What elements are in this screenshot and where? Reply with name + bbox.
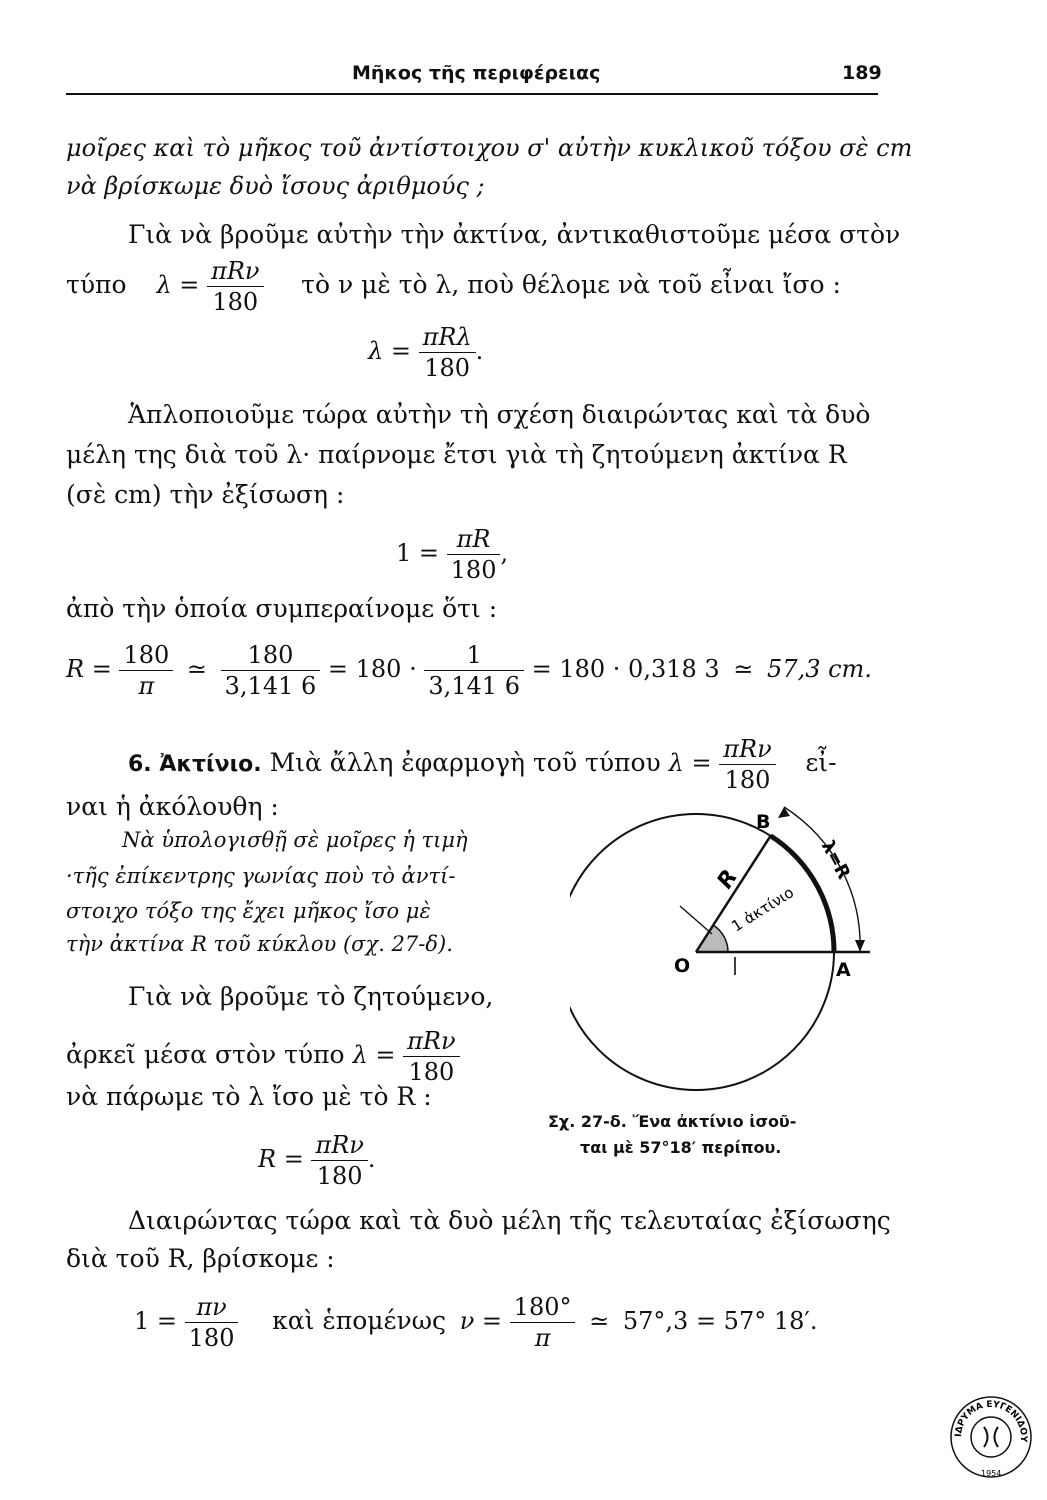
- para3: ἀπὸ τὴν ὁποία συμπεραίνομε ὅτι :: [66, 594, 498, 623]
- problem-line-3: στοιχο τόξο της ἔχει μῆκος ἴσο μὲ: [66, 899, 431, 923]
- eq6-den-2: π: [534, 1324, 551, 1352]
- para4-formula-den: 180: [408, 1058, 455, 1086]
- label-r: R: [712, 865, 743, 894]
- eq4-fraction-1: [119, 640, 173, 701]
- eq3-num: πR: [447, 524, 501, 555]
- problem-line-1: Νὰ ὑπολογισθῇ σὲ μοῖρες ἡ τιμὴ: [122, 828, 468, 852]
- para1-line-1: Γιὰ νὰ βροῦμε αὐτὴν τὴν ἀκτίνα, ἀντικαθιστοῦμε μέσα στὸν: [128, 220, 901, 249]
- eq4-lhs: R =: [66, 655, 112, 683]
- eq4: [66, 640, 872, 701]
- eq6-approx: ≃: [589, 1307, 610, 1335]
- section6-line-2: ναι ἡ ἀκόλουθη :: [66, 792, 279, 821]
- para2-line-3: (σὲ cm) τὴν ἐξίσωση :: [66, 480, 345, 509]
- eq6-num-2: 180°: [510, 1292, 576, 1323]
- section6-formula: [668, 735, 784, 794]
- para4-line-2-text: ἀρκεῖ μέσα στὸν τύπο: [66, 1040, 345, 1069]
- dimension-arc: [784, 807, 860, 952]
- para1-word-typo: τύπο: [66, 270, 127, 299]
- eq4-f1-den: π: [138, 672, 155, 700]
- eq6-fraction-2: [510, 1292, 576, 1353]
- running-header-title: Μῆκος τῆς περιφέρειας: [352, 62, 601, 84]
- para2-line-1: Ἁπλοποιοῦμε τώρα αὐτὴν τὴ σχέση διαιρώντας καὶ τὰ δυὸ: [128, 400, 871, 429]
- para4-formula-fraction: [403, 1026, 459, 1087]
- eq5: [258, 1130, 376, 1191]
- eq4-fraction-2: [221, 640, 321, 701]
- section6-formula-den: 180: [724, 766, 771, 794]
- eq1: [156, 257, 271, 316]
- stamp-emblem-icon: [984, 1427, 998, 1447]
- eq6-num: πν: [185, 1292, 239, 1323]
- section6-formula-lhs: λ =: [668, 749, 712, 777]
- eq3-den: 180: [450, 556, 497, 584]
- eq6-text: καὶ ἑπομένως: [272, 1306, 447, 1335]
- section6-heading: 6. Ἀκτίνιο.: [128, 752, 262, 777]
- eq2-end: .: [475, 337, 484, 365]
- eq2-lhs: λ =: [368, 337, 411, 365]
- eq3: [396, 524, 508, 585]
- para4-line-2: [66, 1026, 460, 1087]
- eq4-fraction-3: [424, 640, 524, 701]
- stamp-ring-text: ΙΔΡΥΜΑ ΕΥΓΕΝΙΔΟΥ: [953, 1399, 1029, 1443]
- eq5-lhs: R =: [258, 1145, 304, 1173]
- eq5-end: .: [367, 1145, 376, 1173]
- eq4-rhs: = 180 · 0,318 3: [531, 655, 720, 683]
- dimension-arrow-top: [778, 807, 790, 818]
- para4-formula-lhs: λ =: [352, 1041, 396, 1069]
- section6-tail: εἶ-: [805, 748, 837, 777]
- eq2: [368, 322, 483, 383]
- eq4-f2-den: 3,141 6: [224, 672, 317, 700]
- header-rule: [66, 93, 878, 95]
- eq6-lhs: 1 =: [134, 1307, 178, 1335]
- label-arc-length: λ=R: [816, 837, 855, 883]
- eq2-num: πRλ: [419, 322, 476, 353]
- problem-line-2: ·τῆς ἐπίκεντρης γωνίας ποὺ τὸ ἀντί-: [66, 864, 456, 888]
- eq4-approx-2: ≃: [733, 655, 754, 683]
- label-b: B: [756, 811, 771, 833]
- eq1-fraction: [207, 256, 263, 317]
- para2-line-2: μέλη της διὰ τοῦ λ· παίρνομε ἔτσι γιὰ τὴ ζητούμενη ἀκτίνα R: [66, 440, 847, 469]
- figure-27-delta: [570, 800, 890, 1100]
- eq1-den: 180: [212, 288, 259, 316]
- eq6-v-eq: ν =: [459, 1307, 503, 1335]
- eq1-lhs: λ =: [156, 271, 200, 299]
- eq5-den: 180: [316, 1162, 363, 1190]
- eq4-f3-den: 3,141 6: [428, 672, 520, 700]
- para4-line-1: Γιὰ νὰ βροῦμε τὸ ζητούμενο,: [128, 982, 494, 1011]
- eq4-f2-num: 180: [221, 640, 321, 671]
- para4-line-3: νὰ πάρωμε τὸ λ ἴσο μὲ τὸ R :: [66, 1082, 432, 1111]
- figure-caption-line-2: ται μὲ 57°18′ περίπου.: [580, 1138, 782, 1157]
- intro-line-1: μοῖρες καὶ τὸ μῆκος τοῦ ἀντίστοιχου σ' αὐτὴν κυκλικοῦ τόξου σὲ cm: [66, 134, 913, 162]
- section6-formula-fraction: [719, 734, 775, 795]
- section6-line-1: [128, 734, 837, 795]
- eq4-mid: = 180 ·: [327, 655, 417, 683]
- eq5-fraction: [311, 1130, 367, 1191]
- eq6: [134, 1292, 817, 1353]
- para4-formula: [352, 1027, 460, 1086]
- stamp-inner-ring: [971, 1417, 1011, 1457]
- section6-formula-num: πRν: [719, 734, 775, 765]
- eq4-result: 57,3 cm.: [767, 655, 872, 683]
- eq4-f3-num: 1: [424, 640, 524, 671]
- figure-caption-line-1: Σχ. 27-δ. Ἕνα ἀκτίνιο ἰσοῦ-: [548, 1112, 797, 1131]
- dimension-arrow-bottom: [855, 940, 865, 952]
- eq5-num: πRν: [311, 1130, 367, 1161]
- section6-text: Μιὰ ἄλλη ἐφαρμογὴ τοῦ τύπου: [269, 748, 661, 777]
- foundation-stamp: [946, 1392, 1036, 1482]
- para5-line-1: Διαιρώντας τώρα καὶ τὰ δυὸ μέλη τῆς τελευταίας ἐξίσωσης: [128, 1206, 891, 1235]
- para5-line-2: διὰ τοῦ R, βρίσκομε :: [66, 1244, 335, 1273]
- para4-formula-num: πRν: [403, 1026, 459, 1057]
- eq6-den: 180: [188, 1324, 235, 1352]
- eq3-lhs: 1 =: [396, 539, 440, 567]
- eq2-den: 180: [424, 354, 471, 382]
- angle-pointer: [680, 906, 712, 934]
- eq6-fraction-1: [185, 1292, 239, 1353]
- eq4-approx-1: ≃: [186, 655, 208, 683]
- eq3-fraction: [447, 524, 501, 585]
- intro-line-2: νὰ βρίσκωμε δυὸ ἴσους ἀριθμούς ;: [66, 172, 485, 200]
- eq3-end: ,: [500, 539, 509, 567]
- eq2-fraction: [419, 322, 476, 383]
- para1-line-2: [66, 256, 841, 317]
- label-radian: 1 ἀκτίνιο: [728, 883, 798, 936]
- para1-line-2-tail: τὸ ν μὲ τὸ λ, ποὺ θέλομε νὰ τοῦ εἶναι ἴσο :: [301, 270, 841, 299]
- radius-ob: [696, 836, 771, 952]
- eq6-result: 57°,3 = 57° 18′.: [622, 1307, 818, 1335]
- page-number: 189: [842, 62, 882, 84]
- eq1-num: πRν: [207, 256, 263, 287]
- label-o: O: [674, 955, 691, 977]
- problem-line-4: τὴν ἀκτίνα R τοῦ κύκλου (σχ. 27-δ).: [66, 932, 453, 956]
- stamp-year: 1954: [981, 1469, 1002, 1478]
- label-a: A: [836, 959, 851, 981]
- eq4-f1-num: 180: [119, 640, 173, 671]
